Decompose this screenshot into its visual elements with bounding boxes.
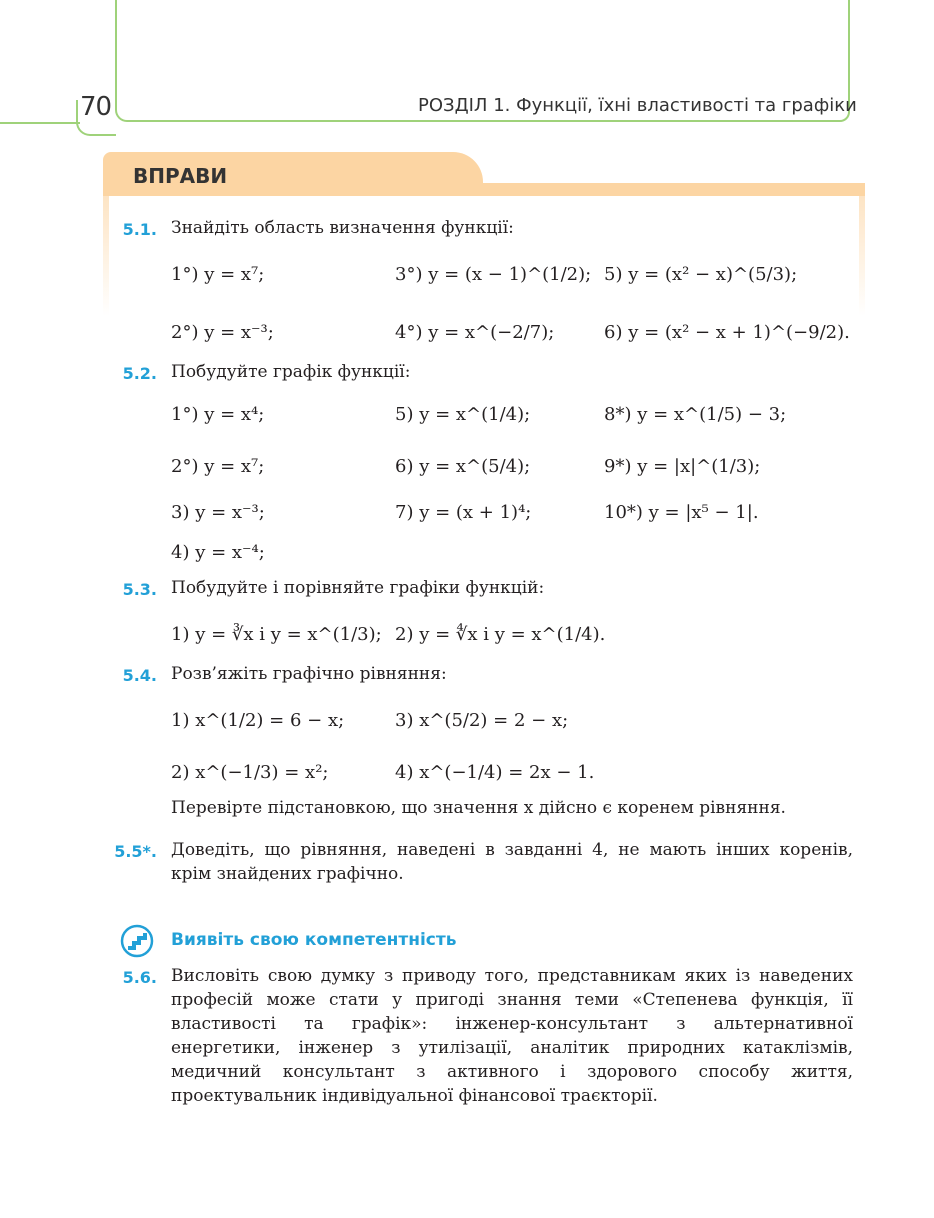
exercise-number: 5.3.: [122, 580, 157, 599]
section-shade-left: [103, 196, 109, 316]
exercise-item: 6) y = x^(5/4);: [395, 456, 531, 477]
competence-title: Виявіть свою компетентність: [171, 930, 457, 950]
exercise-item: 2) x^(−1/3) = x²;: [171, 762, 329, 783]
exercise-item: 2°) y = x⁻³;: [171, 322, 274, 343]
exercise-item: 4°) y = x^(−2/7);: [395, 322, 555, 343]
exercise-text: Розв’яжіть графічно рівняння:: [171, 664, 447, 684]
exercise-item: 1) y = ∛x і y = x^(1/3);: [171, 624, 382, 645]
exercise-note: Перевірте підстановкою, що значення x дійсно є коренем рівняння.: [171, 798, 786, 818]
exercise-text: Побудуйте графік функції:: [171, 362, 411, 382]
exercise-text: Висловіть свою думку з приводу того, представникам яких із наведених професій може стати у пригоді знання теми «Степенева функція, її властивості та графік»: інженер-консультант з альтернативної енергетики, інженер з утилізації, аналітик природних катаклізмів, медичний консультант з активного і здорового способу життя, проектувальник індивідуальної фінансової траєкторії.: [171, 966, 853, 1106]
exercise-item: 3°) y = (x − 1)^(1/2);: [395, 264, 592, 285]
exercise-item: 10*) y = |x⁵ − 1|.: [604, 502, 759, 523]
exercise-item: 1°) y = x⁴;: [171, 404, 265, 425]
exercise-text: Знайдіть область визначення функції:: [171, 218, 514, 238]
page-frame-line: [0, 122, 80, 124]
exercise-item: 4) y = x⁻⁴;: [171, 542, 265, 563]
exercise-number: 5.2.: [122, 364, 157, 383]
stairs-icon: [120, 924, 154, 958]
exercise-item: 2°) y = x⁷;: [171, 456, 265, 477]
exercise-item: 7) y = (x + 1)⁴;: [395, 502, 532, 523]
exercise-item: 5) y = x^(1/4);: [395, 404, 531, 425]
exercise-text: Побудуйте і порівняйте графіки функцій:: [171, 578, 545, 598]
exercise-item: 3) y = x⁻³;: [171, 502, 265, 523]
exercise-item: 6) y = (x² − x + 1)^(−9/2).: [604, 322, 850, 343]
section-title: ВПРАВИ: [133, 164, 228, 188]
exercise-item: 3) x^(5/2) = 2 − x;: [395, 710, 569, 731]
exercise-item: 8*) y = x^(1/5) − 3;: [604, 404, 787, 425]
exercise-item: 9*) y = |x|^(1/3);: [604, 456, 761, 477]
exercise-item: 2) y = ∜x і y = x^(1/4).: [395, 624, 606, 645]
exercise-number: 5.6.: [122, 968, 157, 987]
exercise-item: 4) x^(−1/4) = 2x − 1.: [395, 762, 595, 783]
running-header: РОЗДІЛ 1. Функції, їхні властивості та графіки: [418, 95, 857, 116]
exercise-text: Доведіть, що рівняння, наведені в завданні 4, не мають інших коренів, крім знайдених графічно.: [171, 840, 853, 884]
exercise-number: 5.4.: [122, 666, 157, 685]
exercise-number: 5.1.: [122, 220, 157, 239]
page-number: 70: [80, 92, 112, 122]
exercise-number: 5.5*.: [114, 842, 157, 861]
exercise-item: 5) y = (x² − x)^(5/3);: [604, 264, 798, 285]
exercise-item: 1°) y = x⁷;: [171, 264, 265, 285]
exercise-item: 1) x^(1/2) = 6 − x;: [171, 710, 345, 731]
section-shade-right: [859, 196, 865, 316]
